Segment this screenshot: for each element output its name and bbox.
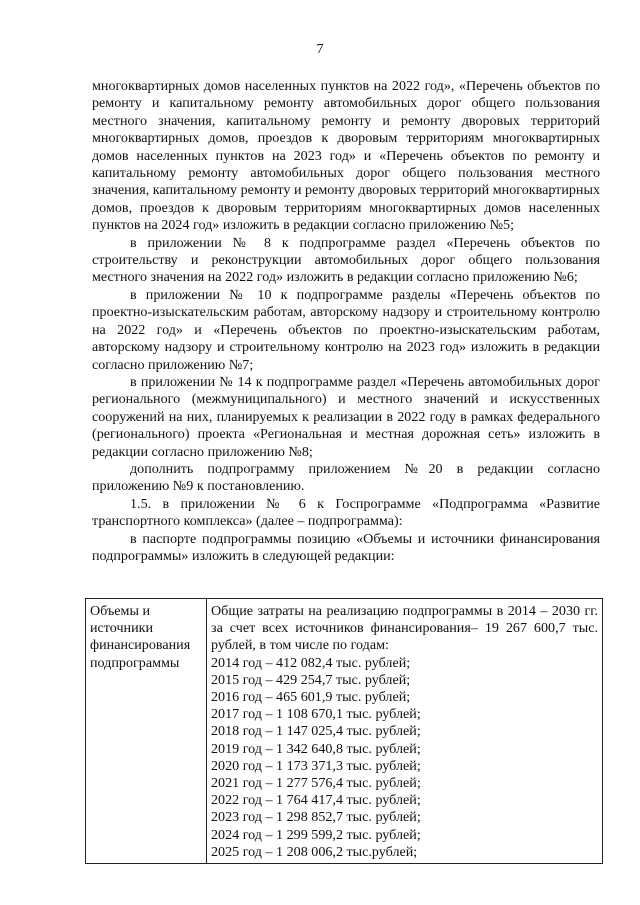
year-line: 2015 год – 429 254,7 тыс. рублей; <box>211 671 411 688</box>
paragraph-passport-intro: в паспорте подпрограммы позицию «Объемы и источники финансирования подпрограммы» изложить в следующей редакции: <box>92 530 600 564</box>
financing-intro: Общие затраты на реализацию подпрограммы в 2014 – 2030 гг. за счет всех источников финансирования– 19 267 600,7 тыс. рублей, в том числе по годам: <box>211 603 598 654</box>
year-line: 2019 год – 1 342 640,8 тыс. рублей; <box>211 740 421 757</box>
financing-value-cell <box>207 599 603 864</box>
paragraph-appendix-5: многоквартирных домов населенных пунктов на 2022 год», «Перечень объектов по ремонту и капитальному ремонту автомобильных дорог общего пользования местного значения, капитальному ремонту и ремонту дворовых территорий многоквартирных домов, проездов к дворовым территориям многоквартирных домов населенных пунктов на 2023 год» и «Перечень объектов по ремонту и капитальному ремонту автомобильных дорог общего пользования местного значения, капитальному ремонту и ремонту дворовых территорий многоквартирных домов, проездов к дворовым территориям многоквартирных домов населенных пунктов на 2024 год» изложить в редакции согласно приложению №5; <box>92 78 600 234</box>
table-row <box>86 599 603 864</box>
year-line: 2022 год – 1 764 417,4 тыс. рублей; <box>211 792 421 809</box>
paragraph-appendix-10: в приложении № 10 к подпрограмме разделы «Перечень объектов по проектно-изыскательским работам, авторскому надзору и строительному контролю на 2022 год» и «Перечень объектов по проектно-изыскательским работам, авторскому надзору и строительному контролю на 2023 год» изложить в редакции согласно приложению №7; <box>92 286 600 373</box>
page-number: 7 <box>316 42 324 57</box>
paragraph-appendix-14: в приложении № 14 к подпрограмме раздел «Перечень автомобильных дорог регионального (межмуниципального) и местного значений и искусственных сооружений на них, планируемых к реализации в 2022 году в рамках федерального (регионального) проекта «Региональная и местная дорожная сеть» изложить в редакции согласно приложению №8; <box>92 373 600 460</box>
year-line: 2020 год – 1 173 371,3 тыс. рублей; <box>211 757 421 774</box>
year-line: 2021 год – 1 277 576,4 тыс. рублей; <box>211 775 421 792</box>
year-line: 2017 год – 1 108 670,1 тыс. рублей; <box>211 706 421 723</box>
document-body <box>92 78 600 565</box>
year-line: 2024 год – 1 299 599,2 тыс. рублей; <box>211 826 421 843</box>
paragraph-appendix-8: в приложении № 8 к подпрограмме раздел «Перечень объектов по строительству и реконструкции автомобильных дорог общего пользования местного значения на 2022 год» изложить в редакции согласно приложению №6; <box>92 234 600 286</box>
year-line: 2025 год – 1 208 006,2 тыс.рублей; <box>211 843 418 860</box>
year-line: 2014 год – 412 082,4 тыс. рублей; <box>211 654 411 671</box>
financing-table <box>85 598 603 864</box>
year-line: 2018 год – 1 147 025,4 тыс. рублей; <box>211 723 421 740</box>
year-line: 2016 год – 465 601,9 тыс. рублей; <box>211 689 411 706</box>
paragraph-add-appendix-20: дополнить подпрограмму приложением №20 в редакции согласно приложению №9 к постановлению. <box>92 460 600 495</box>
financing-label-cell: Объемы и источники финансирования подпрограммы <box>86 599 207 864</box>
paragraph-section-1-5: 1.5. в приложении № 6 к Госпрограмме «Подпрограмма «Развитие транспортного комплекса» (далее – подпрограмма): <box>92 495 600 530</box>
year-line: 2023 год – 1 298 852,7 тыс. рублей; <box>211 809 421 826</box>
